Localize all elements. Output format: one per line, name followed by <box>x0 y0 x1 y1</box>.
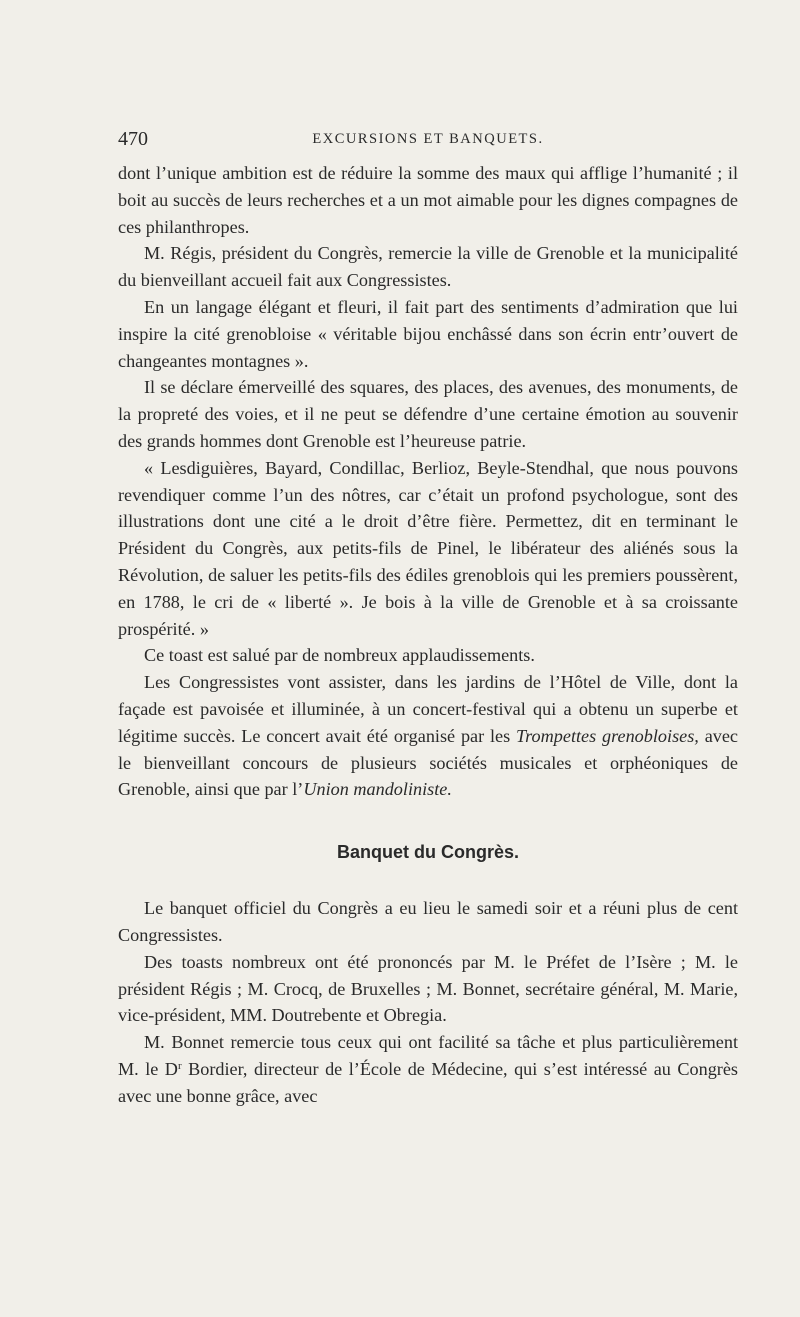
paragraph: M. Régis, président du Congrès, remercie la ville de Grenoble et la municipalité du bienveillant accueil fait aux Congressistes. <box>118 243 738 291</box>
running-title: EXCURSIONS ET BANQUETS. <box>312 131 544 147</box>
page-body <box>118 160 738 1110</box>
italic-title: Union mandoliniste. <box>303 779 452 800</box>
paragraph: dont l’unique ambition est de réduire la somme des maux qui afflige l’humanité ; il boit au succès de leurs recherches et a un mot aimable pour les dignes compagnes de ces philanthropes. <box>118 163 738 237</box>
paragraph: Le banquet officiel du Congrès a eu lieu le samedi soir et a réuni plus de cent Congressistes. <box>118 898 738 945</box>
paragraph-text: Bordier, directeur de l’École de Médecine, qui s’est intéressé au Congrès avec une bonne grâce, avec <box>118 1058 738 1106</box>
paragraph-text: avec le bienveillant concours de plusieurs sociétés musicales et orphéoniques de Grenoble, ainsi que par l’ <box>118 725 739 800</box>
paragraph: Des toasts nombreux ont été prononcés par M. le Préfet de l’Isère ; M. le président Régis ; M. Crocq, de Bruxelles ; M. Bonnet, secrétaire général, M. Marie, vice-président, MM. Doutrebente et Obregia. <box>118 951 738 1026</box>
superscript: r <box>177 1059 182 1072</box>
page-header <box>118 128 738 156</box>
paragraph: En un langage élégant et fleuri, il fait part des sentiments d’admiration que lui inspire la cité grenobloise « véritable bijou enchâssé dans son écrin entr’ouvert de changeantes montagnes ». <box>118 296 738 371</box>
italic-title: Trompettes grenobloises, <box>516 725 699 746</box>
paragraph <box>118 669 738 803</box>
paragraph-text: Les Congressistes vont assister, dans les jardins de l’Hôtel de Ville, dont la façade est pavoisée et illuminée, à un concert-festival qui a obtenu un superbe et légitime succès. Le concert avait été organisé par les <box>118 672 738 746</box>
paragraph: Ce toast est salué par de nombreux applaudissements. <box>144 645 535 666</box>
page-number: 470 <box>118 128 148 150</box>
paragraph: « Lesdiguières, Bayard, Condillac, Berlioz, Beyle-Stendhal, que nous pouvons revendiquer comme l’un des nôtres, car c’était un profond psychologue, sont des illustrations dont une cité a le droit d’être fière. Permettez, dit en terminant le Président du Congrès, aux petits-fils de Pinel, le libérateur des aliénés sous la Révolution, de saluer les petits-fils des édiles grenoblois qui les premiers poussèrent, en 1788, le cri de « liberté ». Je bois à la ville de Grenoble et à sa croissante prospérité. » <box>118 457 738 639</box>
paragraph <box>118 1029 738 1109</box>
paragraph-text: M. Bonnet remercie tous ceux qui ont facilité sa tâche et plus particulièrement M. le D <box>118 1032 738 1079</box>
paragraph: Il se déclare émerveillé des squares, des places, des avenues, des monuments, de la propreté des voies, et il ne peut se défendre d’une certaine émotion au souvenir des grands hommes dont Grenoble est l’heureuse patrie. <box>118 377 738 451</box>
section-heading: Banquet du Congrès. <box>336 842 519 863</box>
